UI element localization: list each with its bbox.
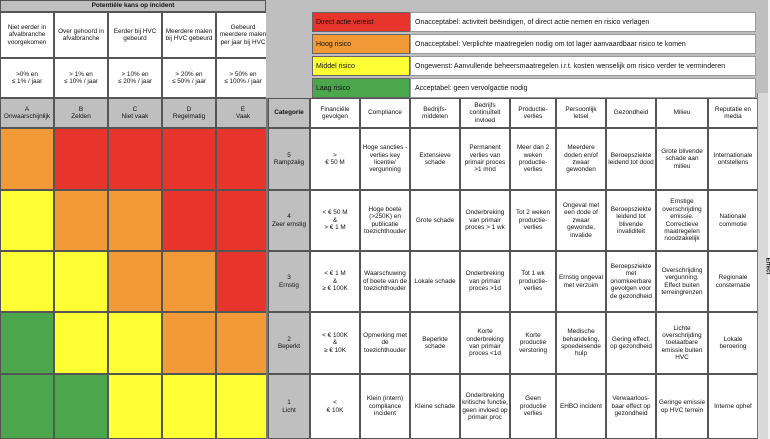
frequency-description: Over gehoord in afvalbranche	[54, 12, 108, 58]
column-header: Milieu	[656, 98, 708, 128]
effect-cell: Lokale schade	[410, 251, 460, 312]
matrix-cell	[216, 374, 270, 439]
effect-cell: Onderbreking kritische functie, geen invloed op primair proc	[460, 374, 510, 439]
effect-cell: Beroepsziekte leidend tot dood	[606, 128, 656, 190]
matrix-cell	[108, 312, 162, 374]
legend-swatch: Hoog risico	[312, 34, 410, 54]
matrix-cell	[108, 190, 162, 251]
category-label: 4 Zeer ernstig	[268, 190, 310, 251]
effect-cell: Nationale commotie	[708, 190, 758, 251]
frequency-letter-header: E Vaak	[216, 98, 270, 128]
effect-cell: Klein (intern) compliance incident	[360, 374, 410, 439]
effect-cell: Beroepsziekte leidend tot blivende invaliditeit	[606, 190, 656, 251]
matrix-cell	[54, 190, 108, 251]
matrix-cell	[54, 251, 108, 312]
frequency-letter-header: B Zelden	[54, 98, 108, 128]
column-header: Bedrijfs-middelen	[410, 98, 460, 128]
matrix-cell	[216, 190, 270, 251]
frequency-description: Gebeurd meerdere malen per jaar bij HVC	[216, 12, 270, 58]
frequency-range: > 20% en ≤ 50% / jaar	[162, 58, 216, 98]
legend-swatch: Direct actie vereist	[312, 12, 410, 32]
effect-cell: Meerdere doden en/of zwaar gewonden	[556, 128, 606, 190]
effect-cell: Korte onderbreking van primair proces <1d	[460, 312, 510, 374]
column-header: Productie-verlies	[510, 98, 556, 128]
effect-cell: Extensieve schade	[410, 128, 460, 190]
effect-cell: < € 50 M & > € 1 M	[310, 190, 360, 251]
effect-cell: Meer dan 2 weken productie-verlies	[510, 128, 556, 190]
column-header: Bedrijfs continuïteit invloed	[460, 98, 510, 128]
effect-cell: Tot 1 wk productie-verlies	[510, 251, 556, 312]
effect-cell: Internationale ontstellens	[708, 128, 758, 190]
matrix-cell	[108, 251, 162, 312]
frequency-range: >0% en ≤ 1% / jaar	[0, 58, 54, 98]
effect-cell: Grote blivende schade aan milieu	[656, 128, 708, 190]
frequency-letter-header: D Regelmatig	[162, 98, 216, 128]
effect-cell: Gering effect, op gezondheid	[606, 312, 656, 374]
effect-side-text: Effect	[764, 257, 770, 275]
effect-cell: Grote schade	[410, 190, 460, 251]
matrix-cell	[162, 374, 216, 439]
category-label: 2 Beperkt	[268, 312, 310, 374]
matrix-cell	[108, 374, 162, 439]
effect-cell: > € 50 M	[310, 128, 360, 190]
matrix-cell	[216, 128, 270, 190]
legend-description: Acceptabel: geen vervolgactie nodig	[410, 78, 756, 98]
matrix-cell	[162, 251, 216, 312]
frequency-description: Niet eerder in afvalbranche voorgekomen	[0, 12, 54, 58]
matrix-cell	[0, 312, 54, 374]
category-label: 3 Ernstig	[268, 251, 310, 312]
matrix-cell	[54, 128, 108, 190]
effect-cell: Beperkte schade	[410, 312, 460, 374]
matrix-separator	[266, 98, 268, 439]
frequency-letter-header: A Onwaarschijnlijk	[0, 98, 54, 128]
column-header: Gezondheid	[606, 98, 656, 128]
column-header: Compliance	[360, 98, 410, 128]
effect-cell: < € 10K	[310, 374, 360, 439]
matrix-cell	[0, 190, 54, 251]
matrix-cell	[216, 312, 270, 374]
effect-cell: Geen productie verlies	[510, 374, 556, 439]
matrix-cell	[0, 251, 54, 312]
matrix-cell	[0, 374, 54, 439]
frequency-range: > 50% en ≤ 100% / jaar	[216, 58, 270, 98]
legend-swatch: Middel risico	[312, 56, 410, 76]
effect-cell: Verwaarloos-baar effect op gezondheid	[606, 374, 656, 439]
effect-cell: Onderbreking van primair proces >1d	[460, 251, 510, 312]
matrix-cell	[108, 128, 162, 190]
category-label: 5 Rampzalig	[268, 128, 310, 190]
effect-cell: Onderbreking van primair proces > 1 wk	[460, 190, 510, 251]
effect-side-label	[757, 93, 768, 439]
effect-cell: Korte productie verstoring	[510, 312, 556, 374]
effect-cell: Beroepsziekte met onomkeerbare gevolgen voor de gezondheid	[606, 251, 656, 312]
column-header: Reputatie en media	[708, 98, 758, 128]
effect-cell: Overschrijding vergunning. Effect buiten terreingrenzen	[656, 251, 708, 312]
column-header: Financiële gevolgen	[310, 98, 360, 128]
effect-cell: Interne ophef	[708, 374, 758, 439]
frequency-description: Meerdere malen bij HVC gebeurd	[162, 12, 216, 58]
effect-cell: Geringe emissie op HVC terrein	[656, 374, 708, 439]
frequency-range: > 1% en ≤ 10% / jaar	[54, 58, 108, 98]
matrix-cell	[54, 312, 108, 374]
effect-cell: Opmerking met de toezichthouder	[360, 312, 410, 374]
effect-cell: Regionale consternatie	[708, 251, 758, 312]
legend-description: Ongewenst: Aanvullende beheersmaatregelen i.r.t. kosten wenselijk om risico verder te verminderen	[410, 56, 756, 76]
matrix-cell	[162, 128, 216, 190]
probability-title: Potentiële kans op incident	[0, 0, 266, 12]
effect-cell: Ongeval met een dode of zwaar gewonde, invalide	[556, 190, 606, 251]
legend-description: Onacceptabel: activiteit beëindigen, of direct actie nemen en risico verlagen	[410, 12, 756, 32]
effect-cell: Ernstig ongeval met verzuim	[556, 251, 606, 312]
effect-cell: < € 1 M & ≥ € 100K	[310, 251, 360, 312]
effect-cell: Permanent verlies van primair proces >1 mnd	[460, 128, 510, 190]
effect-cell: EHBO incident	[556, 374, 606, 439]
effect-cell: Tot 2 weken productie-verlies	[510, 190, 556, 251]
effect-cell: Hoge boete (>250K) en publicatie toezichthouder	[360, 190, 410, 251]
effect-cell: Kleine schade	[410, 374, 460, 439]
legend-swatch: Laag risico	[312, 78, 410, 98]
legend-description: Onacceptabel: Verplichte maatregelen nodig om tot lager aanvaardbaar risico te komen	[410, 34, 756, 54]
effect-cell: Waarschuwing of boete van de toezichthouder	[360, 251, 410, 312]
category-label: 1 Licht	[268, 374, 310, 439]
frequency-description: Eerder bij HVC gebeurd	[108, 12, 162, 58]
effect-cell: Ernstige overschrijding emissie. Correctieve maatregelen noodzakelijk	[656, 190, 708, 251]
matrix-cell	[162, 190, 216, 251]
matrix-cell	[162, 312, 216, 374]
effect-cell: < € 100K & ≥ € 10K	[310, 312, 360, 374]
effect-cell: Hoge sancties -verlies key licentie/ vergunning	[360, 128, 410, 190]
frequency-range: > 10% en ≤ 20% / jaar	[108, 58, 162, 98]
effect-cell: Lichte overschrijding toelaatbare emissie buiten HVC	[656, 312, 708, 374]
column-header: Persoonlijk letsel	[556, 98, 606, 128]
frequency-letter-header: C Niet vaak	[108, 98, 162, 128]
matrix-cell	[54, 374, 108, 439]
effect-cell: Lokale beroering	[708, 312, 758, 374]
effect-cell: Medische behandeling, spoedeisende hulp	[556, 312, 606, 374]
column-header: Categorie	[268, 98, 310, 128]
matrix-cell	[0, 128, 54, 190]
matrix-cell	[216, 251, 270, 312]
